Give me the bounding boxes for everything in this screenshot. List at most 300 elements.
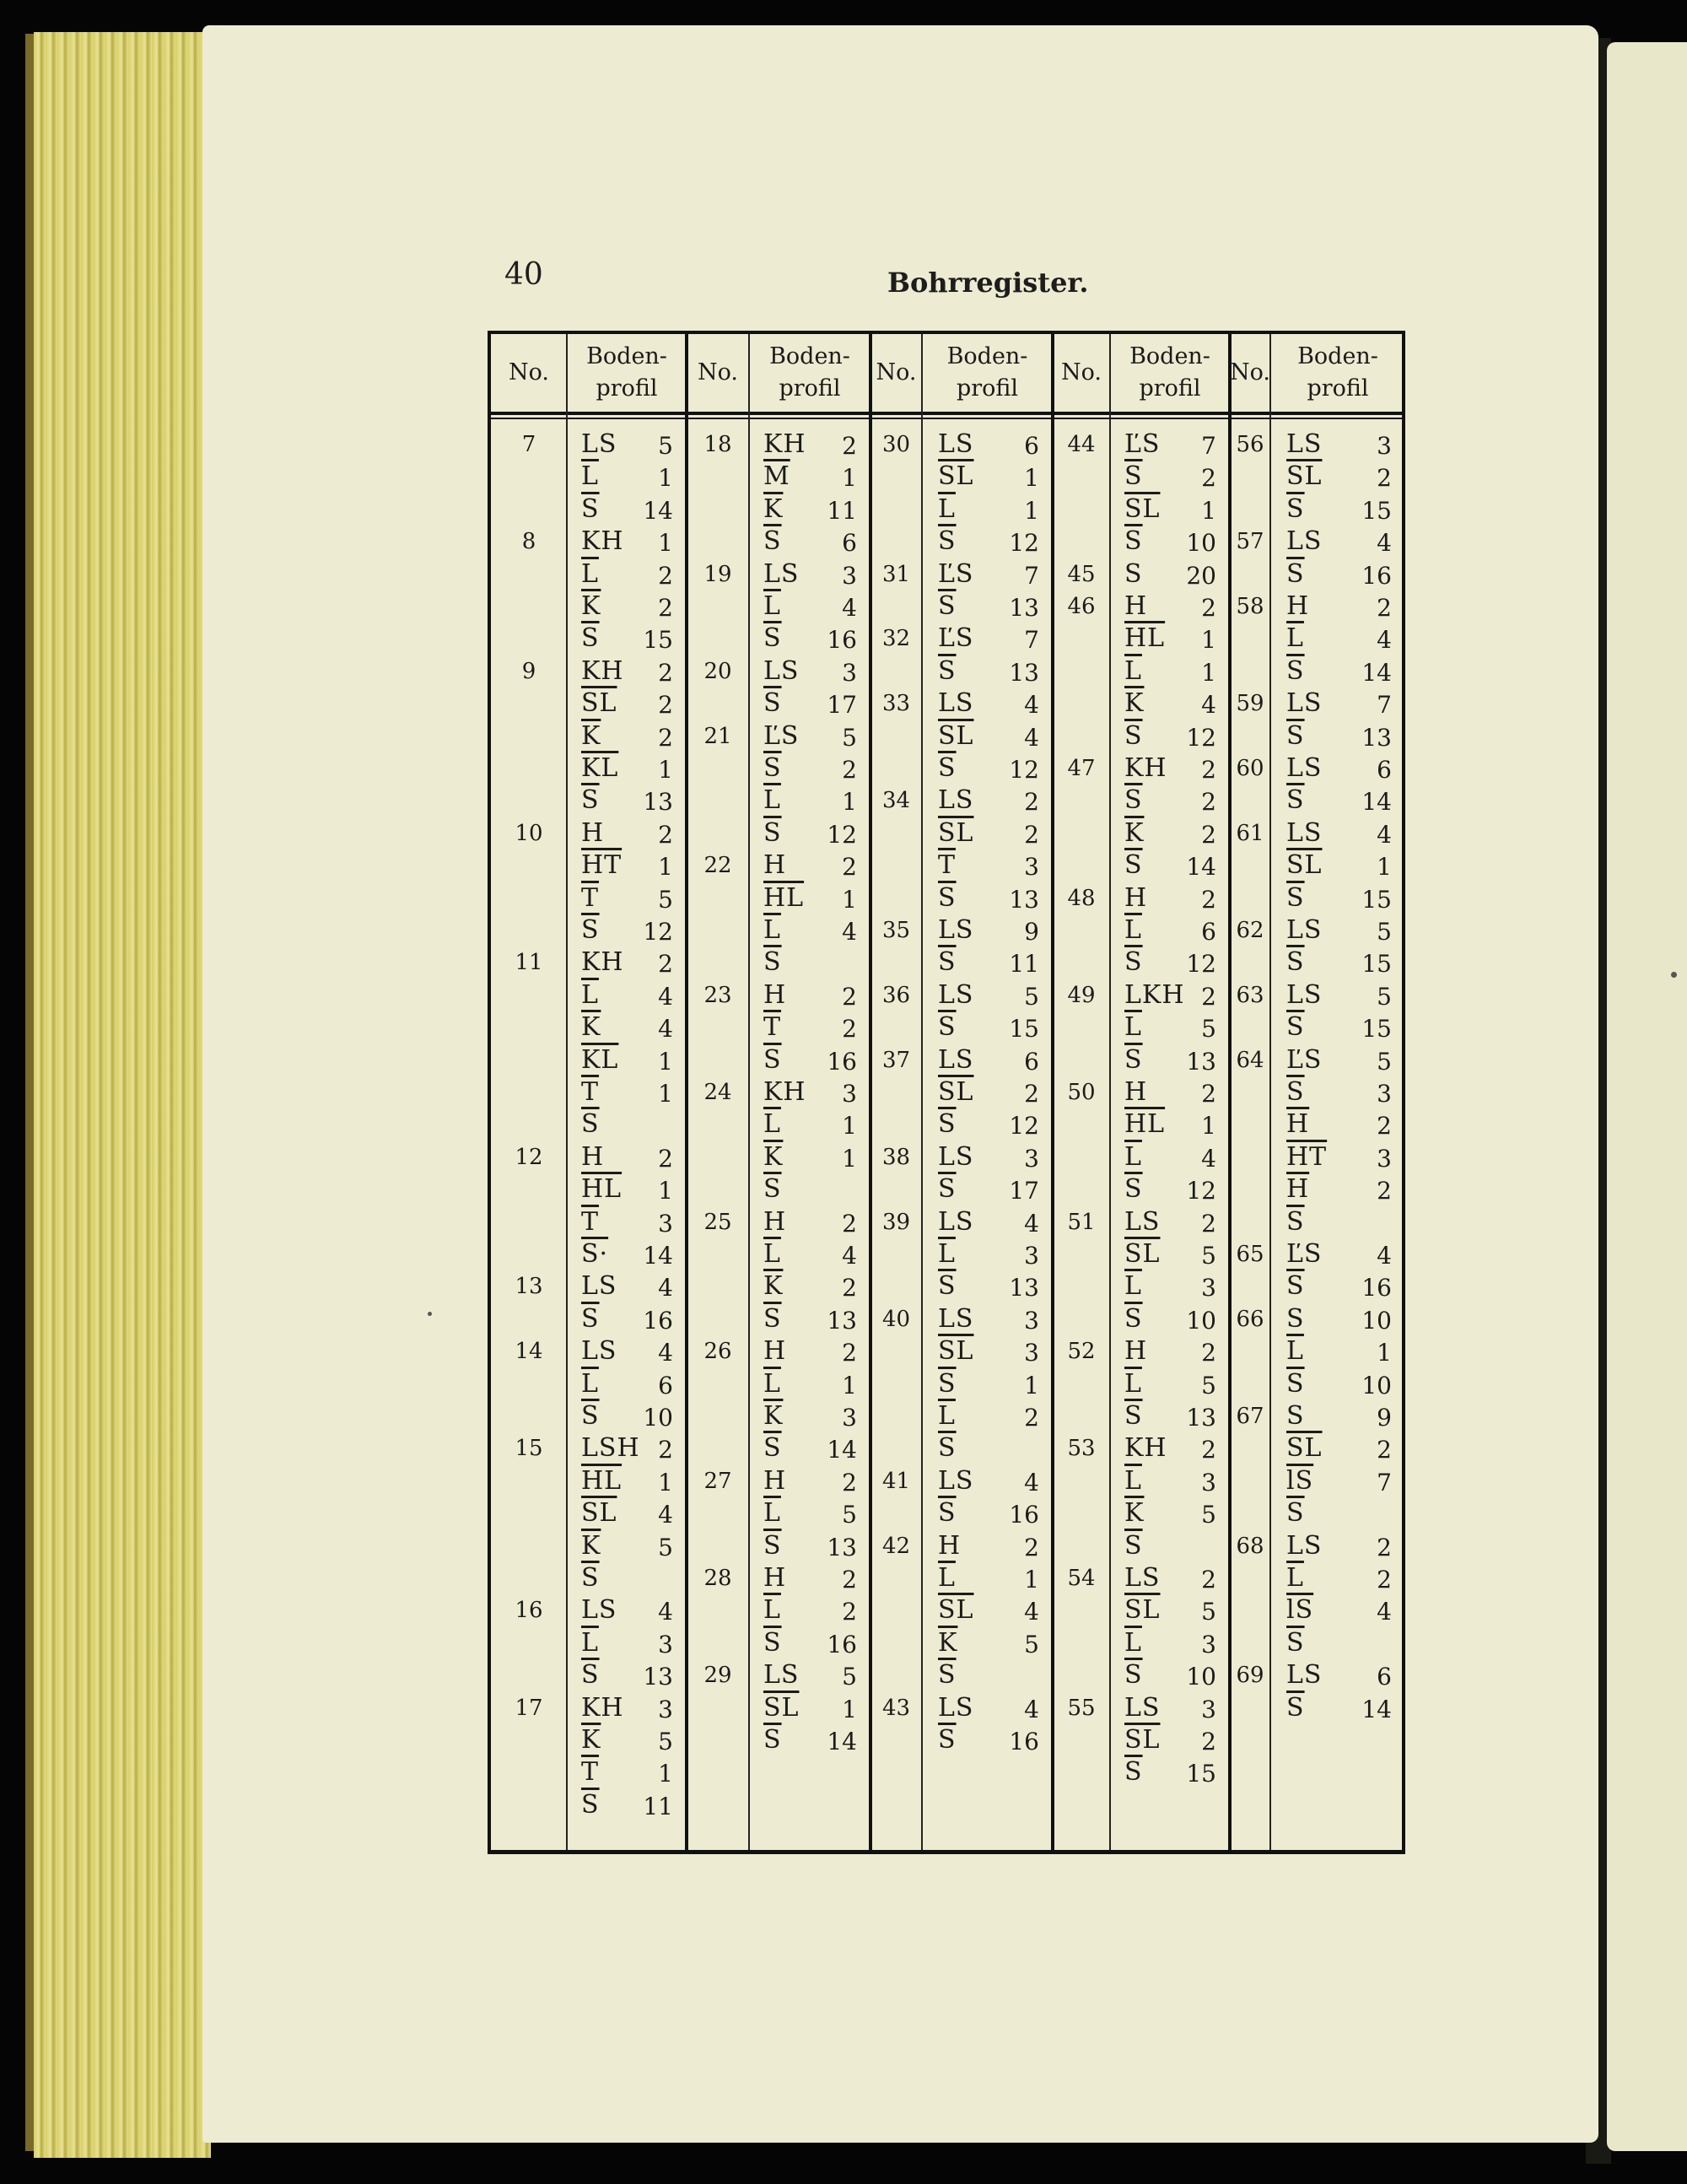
layer-thickness: 5 <box>1024 982 1039 1011</box>
layer-thickness: 15 <box>1361 1015 1392 1043</box>
layer-thickness: 2 <box>658 691 673 720</box>
bohrung-number: 7 <box>521 432 536 457</box>
layer-thickness: 1 <box>1201 496 1216 525</box>
layer-thickness: 5 <box>1377 918 1392 946</box>
layer-thickness: 2 <box>1201 1339 1216 1367</box>
layer-symbol: $\overline{S}$ <box>763 688 782 719</box>
layer-thickness: 7 <box>1377 691 1392 720</box>
layer-symbol: $\overline{S}$ <box>1124 1174 1143 1205</box>
layer-thickness: 10 <box>1186 1663 1216 1691</box>
layer-symbol: $\overline{S}$ <box>581 623 600 654</box>
layer-symbol: $\overline{S}$ <box>1286 1012 1305 1043</box>
layer-thickness: 14 <box>1361 788 1392 817</box>
layer-thickness: 17 <box>827 691 857 720</box>
layer-thickness: 11 <box>1009 950 1039 979</box>
layer-thickness: 5 <box>1377 1047 1392 1076</box>
layer-thickness: 13 <box>1009 594 1039 622</box>
layer-thickness: 16 <box>827 1630 857 1658</box>
layer-thickness: 5 <box>658 885 673 914</box>
bohrung-number: 32 <box>881 626 911 652</box>
layer-thickness: 2 <box>842 982 857 1011</box>
layer-symbol: $\overline{L}$ <box>763 1109 781 1140</box>
layer-symbol: $\overline{SL}$ <box>1124 1595 1161 1626</box>
layer-thickness: 11 <box>643 1792 673 1820</box>
layer-thickness: 1 <box>1024 1566 1039 1594</box>
layer-thickness: 4 <box>1024 1209 1039 1238</box>
header-bodenprofil: Boden- profil <box>1129 343 1210 402</box>
layer-symbol: $\overline{S}$ <box>938 1174 957 1205</box>
layer-thickness: 5 <box>1024 1630 1039 1658</box>
bohrung-number: 26 <box>703 1339 732 1365</box>
layer-symbol: $\overline{S}$ <box>938 947 957 978</box>
layer-symbol: KH <box>581 526 624 557</box>
layer-symbol: $\overline{S}$ <box>1286 1368 1305 1399</box>
bohrung-number: 47 <box>1067 756 1096 781</box>
layer-thickness: 4 <box>1377 626 1392 655</box>
layer-thickness: 3 <box>1377 1144 1392 1173</box>
layer-symbol: KH <box>1124 753 1167 783</box>
layer-symbol: H <box>1124 1336 1148 1367</box>
bohrung-number: 64 <box>1236 1047 1264 1073</box>
layer-symbol: H <box>581 1141 605 1172</box>
layer-thickness: 12 <box>827 820 857 849</box>
layer-thickness: 12 <box>1009 1112 1039 1141</box>
layer-symbol: $\overline{S}$ <box>1124 1530 1143 1561</box>
layer-thickness: 15 <box>1009 1015 1039 1043</box>
layer-thickness: 2 <box>1377 1112 1392 1141</box>
layer-thickness: 13 <box>643 1663 673 1691</box>
bohrung-number: 34 <box>881 788 911 814</box>
layer-symbol: $\overline{L}$ <box>1124 1465 1142 1496</box>
layer-thickness: 16 <box>643 1306 673 1335</box>
layer-symbol: $\overline{L}$ <box>581 1368 599 1399</box>
layer-symbol: LS <box>938 429 974 459</box>
layer-thickness: 1 <box>842 464 857 493</box>
layer-thickness: 16 <box>1361 561 1392 590</box>
layer-symbol: $\overline{L}$ <box>1286 1563 1304 1593</box>
layer-symbol: S <box>1124 558 1143 589</box>
layer-thickness: 2 <box>1201 1080 1216 1108</box>
layer-thickness: 1 <box>842 885 857 914</box>
layer-symbol: ĽS <box>938 623 974 654</box>
layer-symbol: $\overline{SL}$ <box>763 1692 800 1723</box>
bohrung-number: 38 <box>881 1144 911 1170</box>
layer-thickness: 1 <box>1024 464 1039 493</box>
bohrung-number: 28 <box>703 1566 732 1591</box>
bohrung-number: 29 <box>703 1663 732 1689</box>
layer-thickness: 15 <box>643 626 673 655</box>
bohrung-number: 22 <box>703 853 732 879</box>
layer-symbol: $\overline{KL}$ <box>581 1044 619 1075</box>
layer-symbol: $\overline{S}$ <box>1286 558 1305 589</box>
layer-symbol: $\overline{L}$ <box>938 493 956 524</box>
layer-thickness: 2 <box>1377 594 1392 622</box>
layer-thickness: 6 <box>1201 918 1216 946</box>
layer-symbol: LS <box>581 429 617 459</box>
layer-symbol: $\overline{S}$ <box>763 526 782 557</box>
layer-symbol: H <box>1286 591 1310 621</box>
layer-thickness: 7 <box>1201 432 1216 460</box>
bohrung-number: 61 <box>1236 820 1264 846</box>
layer-thickness: 3 <box>842 1080 857 1108</box>
layer-thickness: 14 <box>643 496 673 525</box>
layer-symbol: $\overline{S}$ <box>581 493 600 524</box>
layer-symbol: $\overline{S}$ <box>763 1303 782 1334</box>
layer-thickness: 15 <box>1186 1760 1216 1788</box>
layer-thickness: 2 <box>1377 464 1392 493</box>
layer-thickness: 1 <box>1024 1371 1039 1399</box>
layer-symbol: $\overline{L}$ <box>1286 623 1304 654</box>
layer-thickness: 4 <box>1377 529 1392 558</box>
layer-thickness: 4 <box>658 1015 673 1043</box>
layer-symbol: LS <box>1286 915 1323 945</box>
layer-thickness: 3 <box>1377 432 1392 460</box>
bohrung-number: 20 <box>703 658 732 684</box>
bohrung-number: 43 <box>881 1695 911 1721</box>
layer-symbol: $\overline{lS}$ <box>1286 1465 1314 1496</box>
layer-thickness: 2 <box>1201 1566 1216 1594</box>
layer-symbol: $\overline{L}$ <box>1124 1141 1142 1172</box>
layer-symbol: ĽS <box>763 720 800 751</box>
layer-symbol: $\overline{L}$ <box>581 558 599 589</box>
layer-symbol: LS <box>1124 1563 1161 1593</box>
bohrung-number: 15 <box>515 1436 543 1462</box>
layer-symbol: $\overline{K}$ <box>763 1401 784 1431</box>
bohrung-number: 39 <box>881 1209 911 1235</box>
layer-symbol: LS <box>581 1336 617 1367</box>
layer-symbol: $\overline{S}$ <box>763 1433 782 1464</box>
layer-thickness: 4 <box>842 918 857 946</box>
layer-thickness: 14 <box>827 1728 857 1755</box>
layer-symbol: $\overline{S}$ <box>938 1012 957 1043</box>
layer-thickness: 2 <box>1377 1177 1392 1205</box>
layer-symbol: $\overline{SL}$ <box>938 817 974 848</box>
layer-thickness: 4 <box>658 1598 673 1626</box>
layer-thickness: 2 <box>1201 1436 1216 1464</box>
header-no: No. <box>1230 359 1270 386</box>
layer-thickness: 5 <box>1201 1371 1216 1399</box>
column-divider-thick <box>869 334 872 1850</box>
layer-symbol: LS <box>1286 817 1323 848</box>
layer-symbol: LS <box>763 655 800 686</box>
layer-thickness: 1 <box>658 529 673 558</box>
layer-symbol: $\overline{S}$ <box>1286 493 1305 524</box>
layer-thickness: 2 <box>842 1598 857 1626</box>
layer-thickness: 13 <box>1186 1047 1216 1076</box>
layer-thickness: 13 <box>1009 1274 1039 1302</box>
layer-symbol: $\overline{S}$ <box>938 1109 957 1140</box>
layer-symbol: LSH <box>581 1433 640 1464</box>
layer-thickness: 1 <box>658 1760 673 1788</box>
layer-thickness: 13 <box>1009 658 1039 687</box>
layer-symbol: H <box>763 1563 787 1593</box>
layer-thickness: 1 <box>1201 658 1216 687</box>
layer-symbol: $\overline{L}$ <box>763 1239 781 1269</box>
layer-symbol: $\overline{L}$ <box>763 785 781 816</box>
layer-thickness: 3 <box>842 561 857 590</box>
bohrung-number: 10 <box>515 820 543 846</box>
layer-symbol: H <box>938 1530 962 1561</box>
layer-symbol: KH <box>763 1077 806 1107</box>
layer-symbol: LS <box>1286 753 1323 783</box>
layer-thickness: 2 <box>1024 820 1039 849</box>
layer-symbol: LS <box>938 915 974 945</box>
bohrung-number: 42 <box>881 1533 911 1559</box>
layer-symbol: $\overline{S}$ <box>763 1725 782 1755</box>
layer-thickness: 10 <box>1361 1306 1392 1335</box>
layer-thickness: 2 <box>658 820 673 849</box>
bohrung-number: 45 <box>1067 561 1096 587</box>
layer-symbol: $\overline{S}$ <box>938 591 957 621</box>
layer-symbol: $\overline{S}$ <box>1286 655 1305 686</box>
layer-symbol: $\overline{K}$ <box>1124 1498 1145 1529</box>
column-divider <box>566 334 568 1850</box>
layer-symbol: $\overline{L}$ <box>763 915 781 945</box>
bohrung-number: 66 <box>1236 1306 1264 1332</box>
layer-symbol: $\overline{S}$ <box>581 1789 600 1820</box>
layer-thickness: 2 <box>1024 1404 1039 1432</box>
layer-thickness: 1 <box>658 1080 673 1108</box>
bohrung-number: 30 <box>881 432 911 457</box>
layer-thickness: 4 <box>842 594 857 622</box>
layer-thickness: 10 <box>1186 1306 1216 1335</box>
layer-symbol: $\overline{SL}$ <box>581 688 617 719</box>
layer-thickness: 11 <box>827 496 857 525</box>
layer-symbol: $\overline{S}$ <box>1124 947 1143 978</box>
layer-symbol: $\overline{lS}$ <box>1286 1595 1314 1626</box>
layer-thickness: 4 <box>1377 1598 1392 1626</box>
bohrung-number: 51 <box>1067 1209 1096 1235</box>
layer-thickness: 5 <box>1201 1015 1216 1043</box>
layer-symbol: $\overline{S}$ <box>1286 720 1305 751</box>
layer-symbol: KH <box>581 655 624 686</box>
layer-thickness: 1 <box>1024 496 1039 525</box>
header-no: No. <box>876 359 917 386</box>
layer-symbol: $\overline{S}$ <box>763 1174 782 1205</box>
layer-symbol: $\overline{SL}$ <box>581 1498 617 1529</box>
layer-thickness: 13 <box>827 1306 857 1335</box>
layer-thickness: 2 <box>1024 1533 1039 1561</box>
column-divider-thick <box>1228 334 1232 1850</box>
layer-symbol: $\overline{L}$ <box>581 461 599 492</box>
layer-thickness: 4 <box>658 1339 673 1367</box>
bohrung-number: 49 <box>1067 982 1096 1008</box>
layer-symbol: LKH <box>1124 979 1185 1010</box>
layer-symbol: LS <box>581 1595 617 1626</box>
layer-symbol: $\overline{K}$ <box>1124 688 1145 719</box>
layer-symbol: $\overline{K}$ <box>763 1141 784 1172</box>
layer-symbol: $\overline{K}$ <box>581 1530 601 1561</box>
bohrung-number: 50 <box>1067 1080 1096 1105</box>
layer-symbol: KH <box>763 429 806 459</box>
layer-thickness: 2 <box>842 756 857 784</box>
layer-thickness: 1 <box>1201 1112 1216 1141</box>
layer-thickness: 17 <box>1009 1177 1039 1205</box>
facing-page <box>1607 42 1687 2151</box>
layer-symbol: $\overline{SL}$ <box>1286 461 1323 492</box>
layer-symbol: LS <box>1286 429 1323 459</box>
layer-thickness: 1 <box>658 1177 673 1205</box>
layer-symbol: LS <box>1286 979 1323 1010</box>
bohrung-number: 52 <box>1067 1339 1096 1365</box>
layer-symbol: $\overline{K}$ <box>938 1627 958 1658</box>
layer-thickness: 1 <box>658 756 673 784</box>
layer-symbol: $\overline{L}$ <box>763 1368 781 1399</box>
layer-thickness: 14 <box>1186 853 1216 882</box>
layer-symbol: $\overline{S}$ <box>763 817 782 848</box>
layer-thickness: 13 <box>1009 885 1039 914</box>
layer-symbol: $\overline{S}$ <box>938 1498 957 1529</box>
layer-thickness: 13 <box>1361 723 1392 752</box>
layer-symbol: $\overline{T}$ <box>581 1077 600 1107</box>
layer-thickness: 2 <box>1201 1209 1216 1238</box>
layer-thickness: 2 <box>1201 820 1216 849</box>
layer-thickness: 5 <box>1201 1242 1216 1270</box>
layer-symbol: LS <box>938 1692 974 1723</box>
page-stack <box>34 32 211 2158</box>
layer-thickness: 3 <box>658 1695 673 1723</box>
layer-thickness: 1 <box>658 853 673 882</box>
layer-symbol: $\overline{SL}$ <box>1286 1433 1323 1464</box>
bohrung-number: 35 <box>881 918 911 943</box>
layer-symbol: $\overline{S}$ <box>1286 882 1305 913</box>
bohrung-number: 31 <box>881 561 911 587</box>
layer-symbol: $\overline{HT}$ <box>1286 1141 1328 1172</box>
layer-symbol: $\overline{S}$ <box>1286 1271 1305 1302</box>
bohrung-number: 21 <box>703 723 732 749</box>
layer-symbol: H <box>763 1336 787 1367</box>
layer-thickness: 1 <box>842 788 857 817</box>
layer-symbol: $\overline{L}$ <box>938 1401 956 1431</box>
layer-symbol: $\overline{SL}$ <box>938 1336 974 1367</box>
layer-thickness: 12 <box>1186 723 1216 752</box>
layer-symbol: $\overline{K}$ <box>581 720 601 751</box>
layer-symbol: LS <box>938 1044 974 1075</box>
layer-thickness: 1 <box>842 1371 857 1399</box>
header-bodenprofil: Boden- profil <box>1297 343 1378 402</box>
layer-thickness: 2 <box>1201 594 1216 622</box>
layer-symbol: LS <box>1124 1206 1161 1237</box>
bohrung-number: 18 <box>703 432 732 457</box>
layer-symbol: $\overline{L}$ <box>763 1595 781 1626</box>
layer-thickness: 4 <box>1377 1242 1392 1270</box>
layer-symbol: LS <box>1124 1692 1161 1723</box>
layer-symbol: $\overline{S}$ <box>581 1303 600 1334</box>
layer-thickness: 5 <box>842 1663 857 1691</box>
layer-thickness: 2 <box>1201 756 1216 784</box>
layer-thickness: 12 <box>1186 950 1216 979</box>
layer-thickness: 3 <box>1201 1274 1216 1302</box>
layer-thickness: 20 <box>1186 561 1216 590</box>
layer-symbol: $\overline{S}$ <box>1286 785 1305 816</box>
bohrung-number: 69 <box>1236 1663 1264 1689</box>
layer-symbol: H <box>763 979 787 1010</box>
layer-thickness: 3 <box>1024 853 1039 882</box>
layer-symbol: $\overline{S}$ <box>1124 785 1143 816</box>
layer-thickness: 7 <box>1024 626 1039 655</box>
layer-symbol: $\overline{S}$ <box>1124 1303 1143 1334</box>
layer-symbol: LS <box>763 1660 800 1691</box>
layer-thickness: 4 <box>658 982 673 1011</box>
bohrung-number: 25 <box>703 1209 732 1235</box>
layer-symbol: $\overline{K}$ <box>1124 817 1145 848</box>
layer-symbol: $\overline{L}$ <box>581 1627 599 1658</box>
layer-symbol: $\overline{SL}$ <box>938 1595 974 1626</box>
layer-thickness: 2 <box>1377 1566 1392 1594</box>
bohrung-number: 23 <box>703 982 732 1008</box>
layer-thickness: 3 <box>1024 1339 1039 1367</box>
page-number: 40 <box>504 257 543 292</box>
header-no: No. <box>509 359 549 386</box>
layer-thickness: 1 <box>658 1047 673 1076</box>
layer-symbol: $\overline{L}$ <box>938 1239 956 1269</box>
bohrung-number: 17 <box>515 1695 543 1721</box>
layer-thickness: 2 <box>1377 1436 1392 1464</box>
layer-thickness: 12 <box>1009 756 1039 784</box>
layer-thickness: 5 <box>842 723 857 752</box>
layer-symbol: LS <box>938 785 974 816</box>
layer-thickness: 1 <box>842 1695 857 1723</box>
bohrung-number: 55 <box>1067 1695 1096 1721</box>
layer-symbol: $\overline{S}$ <box>938 1725 957 1755</box>
layer-thickness: 13 <box>827 1533 857 1561</box>
layer-symbol: $\overline{L}$ <box>763 591 781 621</box>
layer-symbol: $\overline{S}$ <box>1286 1077 1305 1107</box>
layer-symbol: $\overline{HL}$ <box>763 882 805 913</box>
bohrung-number: 57 <box>1236 529 1264 555</box>
layer-thickness: 2 <box>842 1566 857 1594</box>
layer-symbol: ĽS <box>938 558 974 589</box>
layer-symbol: H <box>1124 591 1148 621</box>
ink-speck <box>1671 972 1677 978</box>
bohrung-number: 65 <box>1236 1242 1264 1267</box>
layer-symbol: LS <box>1286 526 1323 557</box>
layer-thickness: 6 <box>1024 432 1039 460</box>
layer-symbol: $\overline{L}$ <box>1286 1336 1304 1367</box>
layer-thickness: 14 <box>1361 658 1392 687</box>
layer-thickness: 1 <box>842 1144 857 1173</box>
layer-symbol: $\overline{SL}$ <box>938 1077 974 1107</box>
layer-thickness: 2 <box>1201 885 1216 914</box>
bohrung-number: 67 <box>1236 1404 1264 1429</box>
layer-thickness: 4 <box>1201 1144 1216 1173</box>
layer-symbol: $\overline{L}$ <box>1124 1271 1142 1302</box>
layer-symbol: $\overline{K}$ <box>763 1271 784 1302</box>
layer-thickness: 4 <box>1024 723 1039 752</box>
ink-speck <box>428 1312 432 1316</box>
layer-symbol: $\overline{S}$ <box>1124 461 1143 492</box>
layer-symbol: $\overline{L}$ <box>938 1563 956 1593</box>
bohrung-number: 60 <box>1236 756 1264 781</box>
layer-symbol: $\overline{T}$ <box>763 1012 782 1043</box>
layer-symbol: $\overline{T}$ <box>581 882 600 913</box>
layer-thickness: 3 <box>1024 1242 1039 1270</box>
bohrung-number: 53 <box>1067 1436 1096 1462</box>
layer-thickness: 2 <box>1201 982 1216 1011</box>
layer-symbol: ĽS <box>1124 429 1161 459</box>
layer-thickness: 15 <box>1361 885 1392 914</box>
layer-symbol: H <box>763 1465 787 1496</box>
layer-thickness: 2 <box>658 1436 673 1464</box>
layer-thickness: 5 <box>1201 1501 1216 1529</box>
header-no: No. <box>1061 359 1102 386</box>
layer-thickness: 4 <box>658 1274 673 1302</box>
layer-thickness: 1 <box>1377 853 1392 882</box>
layer-symbol: KH <box>1124 1433 1167 1464</box>
layer-thickness: 2 <box>1201 464 1216 493</box>
layer-symbol: ĽS <box>1286 1239 1323 1269</box>
layer-thickness: 6 <box>658 1371 673 1399</box>
